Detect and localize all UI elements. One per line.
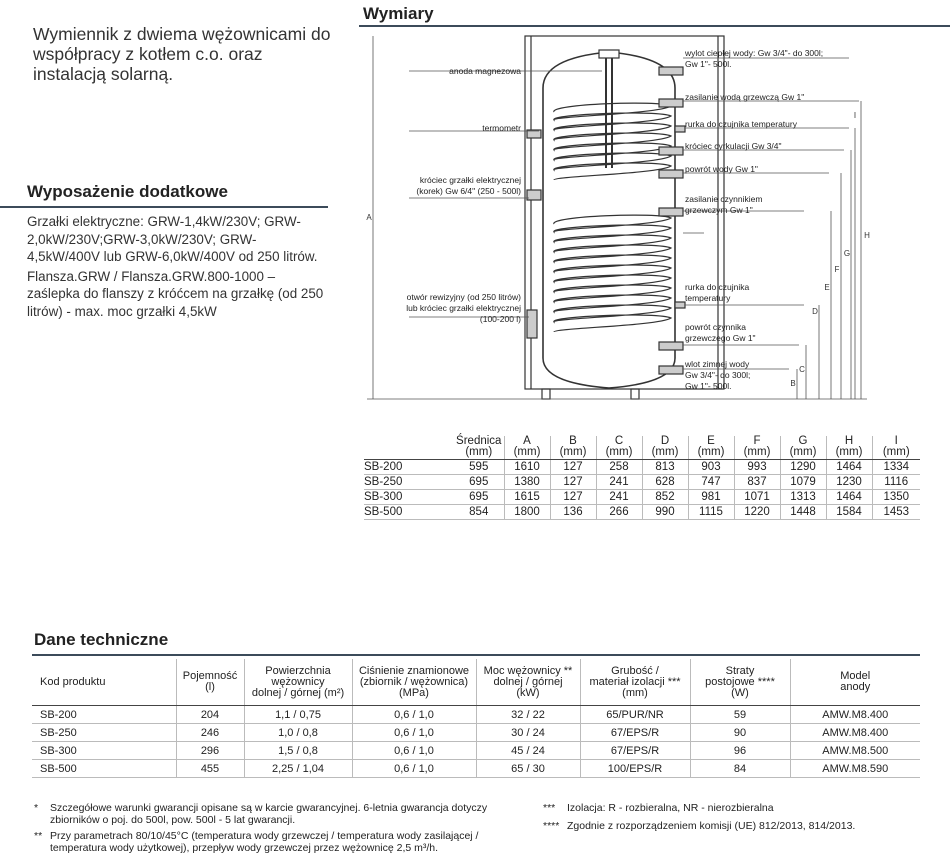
- table-cell: 1610: [504, 460, 550, 475]
- table-cell: SB-300: [364, 490, 454, 505]
- table-cell: 1079: [780, 475, 826, 490]
- table-cell: 266: [596, 505, 642, 520]
- label-powrot-cz-1: powrót czynnika: [685, 322, 746, 332]
- footnote-text: Szczegółowe warunki gwarancji opisane są w karcie gwarancyjnej. 6-letnia gwarancja dotyczy: [50, 802, 488, 814]
- label-otwor-2: lub króciec grzałki elektrycznej: [406, 303, 521, 313]
- table-cell: 258: [596, 460, 642, 475]
- dim-letter-f: F: [834, 265, 840, 274]
- table-cell: 981: [688, 490, 734, 505]
- label-anoda: anoda magnezowa: [449, 66, 521, 76]
- table-cell: 0,6 / 1,0: [352, 742, 476, 760]
- table-cell: 67/EPS/R: [580, 742, 690, 760]
- table-cell: AMW.M8.590: [790, 760, 920, 778]
- table-cell: AMW.M8.500: [790, 742, 920, 760]
- table-row: [32, 706, 920, 724]
- table-cell: 990: [642, 505, 688, 520]
- footnote-text: Izolacja: R - rozbieralna, NR - nierozbieralna: [567, 802, 774, 814]
- table-cell: 1464: [826, 460, 872, 475]
- technical-header: Kod produktu: [32, 659, 176, 706]
- table-cell: SB-500: [32, 760, 176, 778]
- footnote-2: [34, 830, 544, 854]
- label-zasilanie-cz-2: grzewczym Gw 1": [685, 205, 753, 215]
- table-cell: 100/EPS/R: [580, 760, 690, 778]
- table-cell: 1115: [688, 505, 734, 520]
- table-cell: 455: [176, 760, 244, 778]
- table-cell: 90: [690, 724, 790, 742]
- label-wlot-3: Gw 1"- 500l.: [685, 381, 732, 391]
- technical-header: Model anody: [790, 659, 920, 706]
- technical-title: Dane techniczne: [34, 630, 169, 649]
- footnote-3: [543, 802, 943, 814]
- table-cell: 65/PUR/NR: [580, 706, 690, 724]
- table-cell: 84: [690, 760, 790, 778]
- table-cell: 813: [642, 460, 688, 475]
- table-cell: SB-250: [32, 724, 176, 742]
- dim-letter-i: I: [853, 111, 857, 120]
- footnote-text: Przy parametrach 80/10/45°C (temperatura wody grzewczej / temperatura wody zasilającej /: [50, 830, 479, 842]
- table-row: [364, 460, 920, 475]
- table-cell: 32 / 22: [476, 706, 580, 724]
- table-cell: SB-200: [32, 706, 176, 724]
- dimensions-header-row: [364, 436, 920, 460]
- dimensions-header: Średnica (mm): [454, 436, 504, 460]
- table-cell: 136: [550, 505, 596, 520]
- dimensions-header: E (mm): [688, 436, 734, 460]
- tank-diagram: [359, 28, 879, 418]
- technical-header: Grubość / materiał izolacji *** (mm): [580, 659, 690, 706]
- table-cell: 1071: [734, 490, 780, 505]
- table-row: [364, 505, 920, 520]
- table-cell: 1,1 / 0,75: [244, 706, 352, 724]
- dim-letter-c: C: [799, 365, 805, 374]
- technical-header: Moc wężownicy ** dolnej / górnej (kW): [476, 659, 580, 706]
- footnote-mark: *: [34, 802, 39, 814]
- label-zasilanie-cz-1: zasilanie czynnikiem: [685, 194, 763, 204]
- table-cell: 993: [734, 460, 780, 475]
- table-cell: 127: [550, 460, 596, 475]
- table-cell: 695: [454, 490, 504, 505]
- dim-letter-b: B: [790, 379, 796, 388]
- table-cell: SB-250: [364, 475, 454, 490]
- table-cell: 595: [454, 460, 504, 475]
- table-cell: 747: [688, 475, 734, 490]
- footnote-text: zbiorników o poj. do 500l, pow. 500l - 5 lat gwarancji.: [50, 814, 296, 826]
- footnote-mark: ****: [543, 820, 560, 832]
- technical-rule: [32, 654, 920, 656]
- footnote-text: temperatura wody użytkowej), przepływ wody grzewczej przez wężownicę 2,5 m³/h.: [50, 842, 439, 854]
- accessories-heaters: Grzałki elektryczne: GRW-1,4kW/230V; GRW-2,0kW/230V;GRW-3,0kW/230V; GRW-4,5kW/400V lub GRW-6,0kW/400V od 250 litrów.: [27, 214, 318, 264]
- table-cell: 67/EPS/R: [580, 724, 690, 742]
- label-wlot-2: Gw 3/4"- do 300l;: [685, 370, 751, 380]
- table-cell: 1584: [826, 505, 872, 520]
- label-rurka2-1: rurka do czujnika: [685, 282, 750, 292]
- table-cell: 903: [688, 460, 734, 475]
- table-cell: 296: [176, 742, 244, 760]
- table-cell: 1464: [826, 490, 872, 505]
- label-wlot-1: wlot zimnej wody: [685, 359, 750, 369]
- table-cell: 1116: [872, 475, 920, 490]
- table-cell: 1313: [780, 490, 826, 505]
- table-row: [364, 490, 920, 505]
- dimensions-header: G (mm): [780, 436, 826, 460]
- table-cell: 1,5 / 0,8: [244, 742, 352, 760]
- dim-letter-g: G: [843, 249, 851, 258]
- table-cell: 1448: [780, 505, 826, 520]
- label-powrot-wody: powrót wody Gw 1": [685, 164, 758, 174]
- intro-text: Wymiennik z dwiema wężownicami do współpracy z kotłem c.o. oraz instalacją solarną.: [33, 24, 331, 84]
- table-cell: SB-200: [364, 460, 454, 475]
- table-cell: 1380: [504, 475, 550, 490]
- table-cell: SB-500: [364, 505, 454, 520]
- dimensions-header: D (mm): [642, 436, 688, 460]
- table-cell: 127: [550, 490, 596, 505]
- table-cell: 1615: [504, 490, 550, 505]
- table-cell: 1220: [734, 505, 780, 520]
- table-cell: 241: [596, 475, 642, 490]
- accessories-rule: [0, 206, 328, 208]
- dim-letter-a: A: [366, 213, 372, 222]
- dimensions-title: Wymiary: [363, 4, 434, 23]
- dim-letter-h: H: [864, 231, 870, 240]
- table-cell: 852: [642, 490, 688, 505]
- label-rurka1: rurka do czujnika temperatury: [685, 119, 797, 129]
- label-otwor-1: otwór rewizyjny (od 250 litrów): [406, 292, 521, 302]
- table-cell: 246: [176, 724, 244, 742]
- dimensions-header-blank: [364, 436, 454, 460]
- table-cell: 45 / 24: [476, 742, 580, 760]
- table-cell: 837: [734, 475, 780, 490]
- accessories-flange: Flansza.GRW / Flansza.GRW.800-1000 – zaślepka do flanszy z króćcem na grzałkę (od 250 litrów) - max. moc grzałki 4,5kW: [27, 268, 324, 319]
- table-row: [32, 724, 920, 742]
- accessories-title: Wyposażenie dodatkowe: [27, 182, 228, 201]
- footnote-mark: **: [34, 830, 43, 842]
- technical-header: Powierzchnia wężownicy dolnej / górnej (m²): [244, 659, 352, 706]
- accessories-body: [27, 213, 327, 322]
- lower-coil: [554, 215, 671, 332]
- footnote-4: [543, 820, 943, 832]
- table-cell: 628: [642, 475, 688, 490]
- label-termometr: termometr: [482, 123, 521, 133]
- label-krociec-2: (korek) Gw 6/4" (250 - 500l): [416, 186, 521, 196]
- table-cell: 695: [454, 475, 504, 490]
- table-row: [32, 760, 920, 778]
- table-row: [364, 475, 920, 490]
- dimensions-header: H (mm): [826, 436, 872, 460]
- technical-header: Straty postojowe **** (W): [690, 659, 790, 706]
- label-zasilanie-wg: zasilanie wodą grzewczą Gw 1": [685, 92, 805, 102]
- table-cell: 1334: [872, 460, 920, 475]
- table-cell: SB-300: [32, 742, 176, 760]
- table-row: [32, 742, 920, 760]
- dimensions-header: B (mm): [550, 436, 596, 460]
- technical-header: Pojemność (l): [176, 659, 244, 706]
- table-cell: 241: [596, 490, 642, 505]
- technical-table: [32, 659, 920, 778]
- table-cell: 1290: [780, 460, 826, 475]
- label-powrot-cz-2: grzewczego Gw 1": [685, 333, 756, 343]
- table-cell: 1230: [826, 475, 872, 490]
- table-cell: 0,6 / 1,0: [352, 706, 476, 724]
- table-cell: 65 / 30: [476, 760, 580, 778]
- table-cell: 1350: [872, 490, 920, 505]
- footnote-text: Zgodnie z rozporządzeniem komisji (UE) 812/2013, 814/2013.: [567, 820, 856, 832]
- dimensions-header: A (mm): [504, 436, 550, 460]
- label-cyrkulacja: króciec cyrkulacji Gw 3/4": [685, 141, 782, 151]
- table-cell: 2,25 / 1,04: [244, 760, 352, 778]
- technical-header-row: [32, 659, 920, 706]
- table-cell: 0,6 / 1,0: [352, 760, 476, 778]
- table-cell: 1800: [504, 505, 550, 520]
- footnote-1: [34, 802, 544, 826]
- dimensions-header: F (mm): [734, 436, 780, 460]
- table-cell: 1,0 / 0,8: [244, 724, 352, 742]
- table-cell: 96: [690, 742, 790, 760]
- table-cell: AMW.M8.400: [790, 706, 920, 724]
- table-cell: 0,6 / 1,0: [352, 724, 476, 742]
- dimensions-table: [364, 436, 920, 520]
- table-cell: 854: [454, 505, 504, 520]
- table-cell: 1453: [872, 505, 920, 520]
- table-cell: 30 / 24: [476, 724, 580, 742]
- footnote-mark: ***: [543, 802, 556, 814]
- label-rurka2-2: temperatury: [685, 293, 731, 303]
- dimensions-header: C (mm): [596, 436, 642, 460]
- dimensions-header: I (mm): [872, 436, 920, 460]
- dimensions-rule: [359, 25, 950, 27]
- table-cell: 59: [690, 706, 790, 724]
- table-cell: 204: [176, 706, 244, 724]
- dim-letter-e: E: [824, 283, 830, 292]
- technical-header: Ciśnienie znamionowe (zbiornik / wężownica) (MPa): [352, 659, 476, 706]
- table-cell: AMW.M8.400: [790, 724, 920, 742]
- table-cell: 127: [550, 475, 596, 490]
- label-wylot-2: Gw 1"- 500l.: [685, 59, 732, 69]
- label-otwor-3: (100-200 l): [479, 314, 521, 324]
- label-krociec-1: króciec grzałki elektrycznej: [419, 175, 521, 185]
- dim-letter-d: D: [812, 307, 818, 316]
- label-wylot-1: wylot ciepłej wody: Gw 3/4"- do 300l;: [685, 48, 824, 58]
